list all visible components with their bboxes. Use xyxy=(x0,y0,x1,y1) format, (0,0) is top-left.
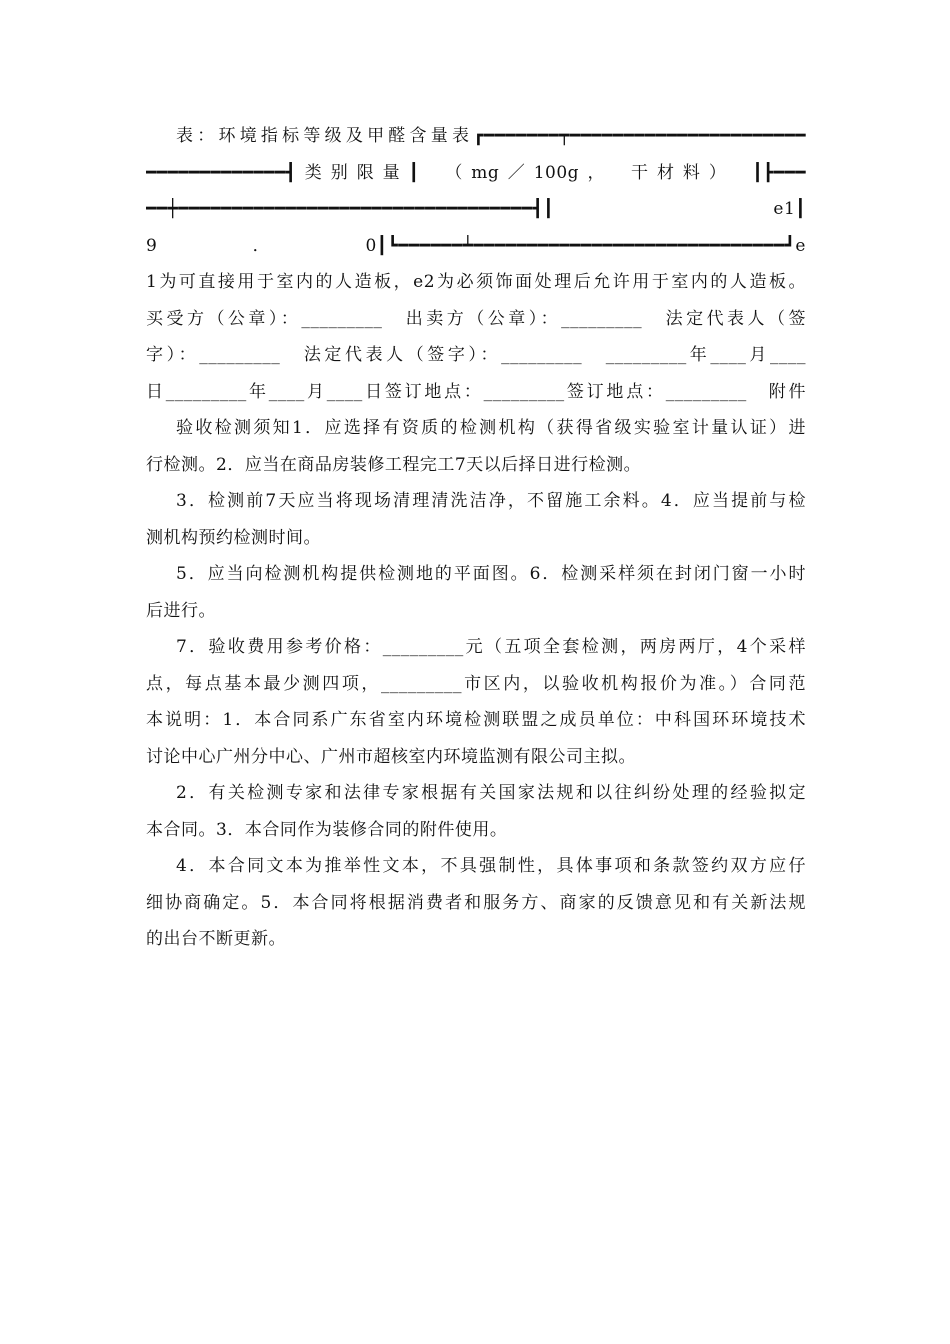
paragraph-line: 3．检测前7天应当将现场清理清洗洁净，不留施工余料。4．应当提前与检 xyxy=(176,491,806,511)
table-bottom-line: 9．0┃┗━━━━━━┷━━━━━━━━━━━━━━━━━━━━━━━━━━━━━┛e xyxy=(146,235,806,256)
paragraph-line: 细协商确定。5．本合同将根据消费者和服务方、商家的反馈意见和有关新法规 xyxy=(146,892,806,913)
paragraph-line: 验收检测须知1．应选择有资质的检测机构（获得省级实验室计量认证）进 xyxy=(176,418,806,438)
table-row-line: ━━┿━━━━━━━━━━━━━━━━━━━━━━━━━━━━━━━━━┫┃ e1┃ xyxy=(146,199,806,219)
signature-line: 买受方（公章）：_________ 出卖方（公章）：_________ 法定代表人（签 xyxy=(146,308,806,329)
paragraph-line: 2．有关检测专家和法律专家根据有关国家法规和以往纠纷处理的经验拟定 xyxy=(176,783,806,803)
paragraph-line: 1为可直接用于室内的人造板，e2为必须饰面处理后允许用于室内的人造板。 xyxy=(146,272,806,292)
table-caption-line: 表：环境指标等级及甲醛含量表┏━━━━━━━┯━━━━━━━━━━━━━━━━━━━━━━ xyxy=(176,126,806,146)
paragraph-line: 行检测。2．应当在商品房装修工程完工7天以后择日进行检测。 xyxy=(146,454,642,475)
paragraph-line: 的出台不断更新。 xyxy=(146,929,286,949)
table-header-line: ━━━━━━━━━━━━━┫类别限量┃ （mg／100g， 干材料） ┃┣━━━ xyxy=(146,162,806,183)
paragraph-line: 点，每点基本最少测四项，_________市区内，以验收机构报价为准。）合同范 xyxy=(146,673,806,694)
paragraph-line: 测机构预约检测时间。 xyxy=(146,527,321,548)
paragraph-line: 后进行。 xyxy=(146,600,216,621)
signature-line: 字）：_________ 法定代表人（签字）：_________ _________年____月____ xyxy=(146,345,806,365)
paragraph-line: 5．应当向检测机构提供检测地的平面图。6．检测采样须在封闭门窗一小时 xyxy=(176,564,806,584)
paragraph-line: 4．本合同文本为推举性文本，不具强制性，具体事项和条款签约双方应仔 xyxy=(176,856,806,876)
paragraph-line: 本说明：1．本合同系广东省室内环境检测联盟之成员单位：中科国环环境技术 xyxy=(146,710,806,730)
document-page xyxy=(146,118,806,958)
paragraph-line: 讨论中心广州分中心、广州市超核室内环境监测有限公司主拟。 xyxy=(146,746,636,767)
paragraph-line: 7．验收费用参考价格：_________元（五项全套检测，两房两厅，4个采样 xyxy=(176,637,806,657)
signature-line: 日_________年____月____日签订地点：_________签订地点：_________ 附件 xyxy=(146,381,806,402)
paragraph-line: 本合同。3．本合同作为装修合同的附件使用。 xyxy=(146,819,508,840)
